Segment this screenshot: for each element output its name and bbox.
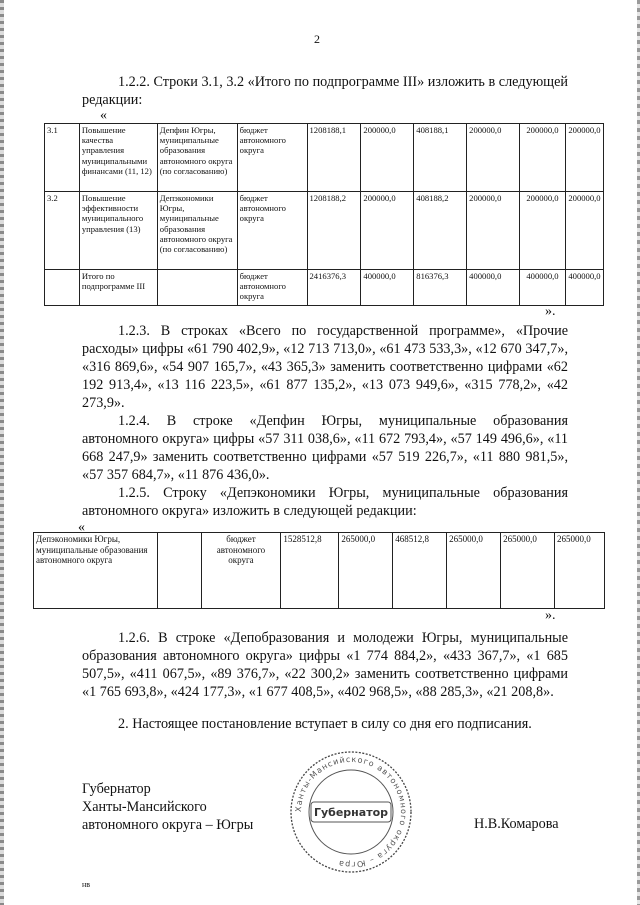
table-cell: 2416376,3 <box>307 270 361 306</box>
signature-line-2: Ханты-Мансийского <box>82 799 207 815</box>
table-cell: 200000,0 <box>565 192 603 270</box>
table-cell: 816376,3 <box>414 270 467 306</box>
table-cell: 265000,0 <box>501 533 555 609</box>
table-cell: 200000,0 <box>361 124 414 192</box>
open-quote-1: « <box>100 108 107 123</box>
table-row <box>34 533 605 609</box>
table-cell <box>157 533 201 609</box>
section-1-2-5: 1.2.5. Строку «Депэкономики Югры, муниципальные образования автономного округа» изложить в следующей редакции: <box>82 485 568 519</box>
table-cell: 3.2 <box>45 192 80 270</box>
table-cell: Депфин Югры, муниципальные образования автономного округа (по согласованию) <box>157 124 237 192</box>
signature-line-1: Губернатор <box>82 781 151 797</box>
table-cell: бюджет автономного округа <box>237 124 307 192</box>
table-cell: 408188,2 <box>414 192 467 270</box>
footer-initials: нв <box>82 880 91 889</box>
table-cell <box>157 270 237 306</box>
close-quote-1: ». <box>545 304 556 319</box>
table-cell: 468512,8 <box>393 533 447 609</box>
table-cell: 200000,0 <box>467 192 520 270</box>
open-quote-2: « <box>78 520 85 535</box>
page-number: 2 <box>314 32 320 46</box>
table-cell: бюджет автономного округа <box>201 533 281 609</box>
table-cell: Повышение эффективности муниципального управления (13) <box>79 192 157 270</box>
table-row <box>45 270 604 306</box>
official-stamp <box>287 748 415 876</box>
section-2: 2. Настоящее постановление вступает в силу со дня его подписания. <box>118 716 532 732</box>
table-depeconomiki-row <box>33 532 605 609</box>
signature-name: Н.В.Комарова <box>474 816 559 832</box>
scan-edge-left <box>0 0 4 905</box>
table-cell <box>45 270 80 306</box>
table-cell: Повышение качества управления муниципальными финансами (11, 12) <box>79 124 157 192</box>
table-cell: Депэкономики Югры, муниципальные образования автономного округа <box>34 533 158 609</box>
table-cell: бюджет автономного округа <box>237 192 307 270</box>
table-cell: 265000,0 <box>555 533 605 609</box>
signature-title <box>82 780 253 834</box>
stamp-ring-text: Ханты-Мансийского автономного округа – Югра <box>293 754 409 870</box>
table-cell: Депэкономики Югры, муниципальные образования автономного округа (по согласованию) <box>157 192 237 270</box>
section-1-2-2: 1.2.2. Строки 3.1, 3.2 «Итого по подпрограмме III» изложить в следующей редакции: <box>82 74 568 108</box>
table-cell: 408188,1 <box>414 124 467 192</box>
signature-line-3: автономного округа – Югры <box>82 817 254 833</box>
table-cell: 200000,0 <box>467 124 520 192</box>
table-cell: 1208188,1 <box>307 124 361 192</box>
table-cell: 265000,0 <box>447 533 501 609</box>
section-1-2-3: 1.2.3. В строках «Всего по государственной программе», «Прочие расходы» цифры «61 790 402,9», «12 713 713,0», «61 473 533,3», «12 670 347,7», «316 869,6», «54 907 165,7», «43 365,3» заменить соответственно цифрами «62 192 913,4», «13 116 223,5», «61 877 135,2», «13 073 949,6», «315 778,2», «42 273,9». <box>82 323 568 411</box>
table-cell: Итого по подпрограмме III <box>79 270 157 306</box>
table-cell: 3.1 <box>45 124 80 192</box>
table-cell: 1528512,8 <box>281 533 339 609</box>
table-cell: 200000,0 <box>565 124 603 192</box>
stamp-text: Губернатор <box>313 806 389 819</box>
table-cell: бюджет автономного округа <box>237 270 307 306</box>
table-cell: 265000,0 <box>339 533 393 609</box>
table-cell: 1208188,2 <box>307 192 361 270</box>
table-row <box>45 124 604 192</box>
table-cell: 400000,0 <box>565 270 603 306</box>
section-1-2-4: 1.2.4. В строке «Депфин Югры, муниципальные образования автономного округа» цифры «57 311 038,6», «11 672 793,4», «57 149 496,6», «11 668 247,9» заменить соответственно цифрами «57 519 226,7», «11 880 981,5», «57 357 684,7», «11 876 436,0». <box>82 413 568 483</box>
table-cell: 200000,0 <box>520 124 566 192</box>
table-cell: 400000,0 <box>520 270 566 306</box>
table-cell: 400000,0 <box>467 270 520 306</box>
table-cell: 200000,0 <box>520 192 566 270</box>
close-quote-2: ». <box>545 608 556 623</box>
table-cell: 400000,0 <box>361 270 414 306</box>
table-cell: 200000,0 <box>361 192 414 270</box>
table-subprogram-3 <box>44 123 604 306</box>
section-1-2-6: 1.2.6. В строке «Депобразования и молодежи Югры, муниципальные образования автономного округа» цифры «1 774 884,2», «433 367,7», «1 685 507,5», «411 067,5», «89 376,7», «22 300,2» заменить соответственно цифрами «1 765 693,8», «424 177,3», «1 677 408,5», «402 968,5», «88 285,3», «21 208,8». <box>82 630 568 700</box>
table-row <box>45 192 604 270</box>
